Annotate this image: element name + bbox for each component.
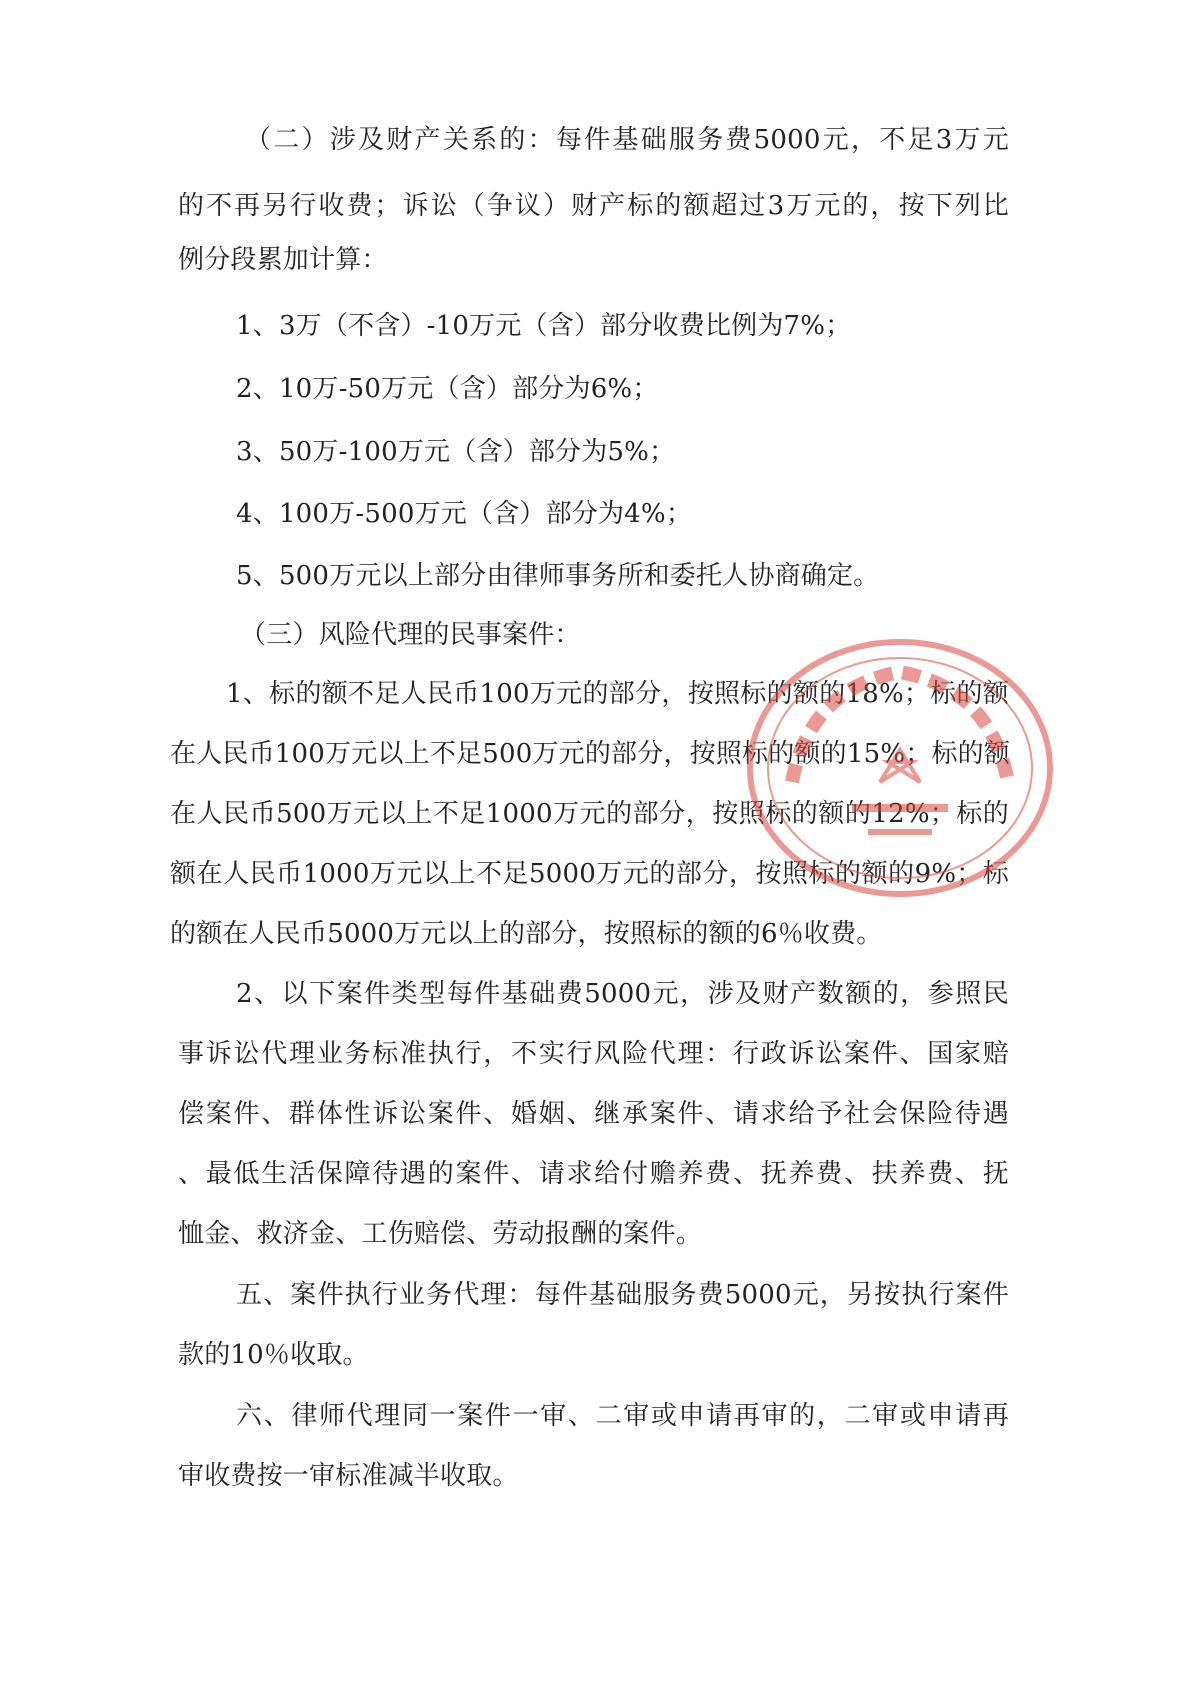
list-item: 4、100万-500万元（含）部分为4%； [236,499,693,529]
text-line: 五、案件执行业务代理：每件基础服务费5000元，另按执行案件 [236,1280,1009,1310]
text-line: 在人民币500万元以上不足1000万元的部分，按照标的额的12%；标的 [170,799,1009,829]
text-line: 的不再另行收费；诉讼（争议）财产标的额超过3万元的，按下列比 [178,191,1009,221]
text-line: 事诉讼代理业务标准执行，不实行风险代理：行政诉讼案件、国家赔 [178,1039,1009,1069]
list-item: 5、500万元以上部分由律师事务所和委托人协商确定。 [236,561,880,591]
text-line: 款的10％收取。 [178,1340,369,1370]
text-line: 在人民币100万元以上不足500万元的部分，按照标的额的15%；标的额 [170,739,1011,769]
list-item: 3、50万-100万元（含）部分为5%； [236,437,676,467]
section-heading: （三）风险代理的民事案件： [240,620,581,650]
red-round-seal-icon [740,632,1060,904]
text-line: 审收费按一审标准减半收取。 [178,1461,519,1491]
list-item: 1、3万（不含）-10万元（含）部分收费比例为7%； [236,311,852,341]
text-line: 额在人民币1000万元以上不足5000万元的部分，按照标的额的9%；标 [170,859,1009,889]
text-line: （二）涉及财产关系的：每件基础服务费5000元，不足3万元 [245,125,1009,155]
list-item: 2、10万-50万元（含）部分为6%； [236,374,659,404]
text-line: 例分段累加计算： [178,245,388,275]
text-line: 的额在人民币5000万元以上的部分，按照标的额的6％收费。 [170,919,883,949]
text-line: 偿案件、群体性诉讼案件、婚姻、继承案件、请求给予社会保险待遇 [178,1099,1009,1129]
text-line: 恤金、救济金、工伤赔偿、劳动报酬的案件。 [178,1219,703,1249]
text-line: 2、以下案件类型每件基础费5000元，涉及财产数额的，参照民 [236,979,1009,1009]
text-line: 1、标的额不足人民币100万元的部分，按照标的额的18%；标的额 [226,679,1009,709]
text-line: 六、律师代理同一案件一审、二审或申请再审的，二审或申请再 [236,1401,1009,1431]
text-line: 、最低生活保障待遇的案件、请求给付赡养费、抚养费、扶养费、抚 [178,1159,1009,1189]
